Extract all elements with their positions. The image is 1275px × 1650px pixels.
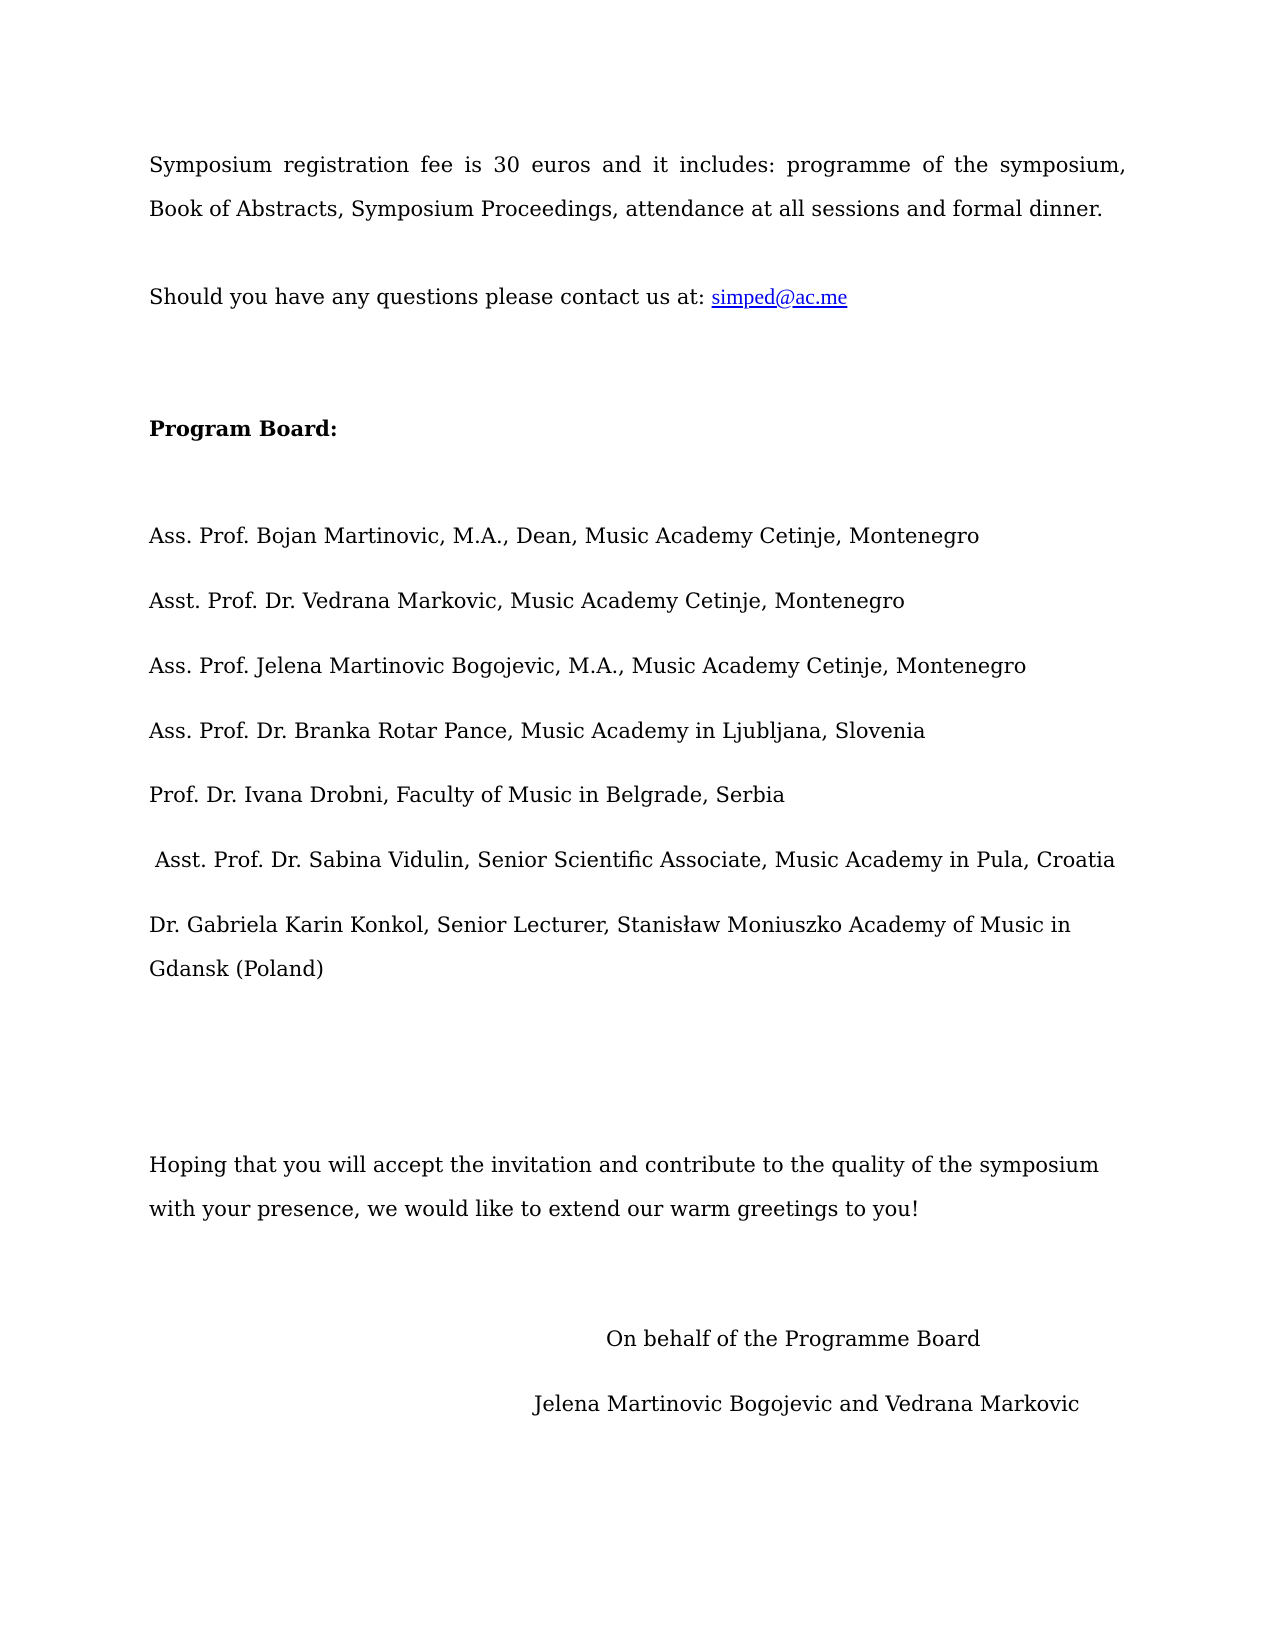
board-member: Ass. Prof. Jelena Martinovic Bogojevic, M.A., Music Academy Cetinje, Montenegro: [149, 654, 1027, 678]
board-member: Ass. Prof. Dr. Branka Rotar Pance, Music Academy in Ljubljana, Slovenia: [149, 719, 926, 743]
board-member: Dr. Gabriela Karin Konkol, Senior Lecturer, Stanisław Moniuszko Academy of Music in Gdansk (Poland): [149, 913, 1071, 981]
board-member: Asst. Prof. Dr. Vedrana Markovic, Music Academy Cetinje, Montenegro: [149, 589, 905, 613]
closing-paragraph: Hoping that you will accept the invitation and contribute to the quality of the symposium with your presence, we would like to extend our warm greetings to you!: [149, 1153, 1099, 1221]
board-member: Asst. Prof. Dr. Sabina Vidulin, Senior Scientific Associate, Music Academy in Pula, Croatia: [155, 848, 1116, 872]
registration-fee-paragraph: Symposium registration fee is 30 euros and it includes: programme of the symposium, Book of Abstracts, Symposium Proceedings, attendance at all sessions and formal dinner.: [149, 153, 1126, 221]
board-member: Prof. Dr. Ivana Drobni, Faculty of Music in Belgrade, Serbia: [149, 783, 785, 807]
contact-text: Should you have any questions please contact us at:: [149, 285, 712, 309]
signature-names: Jelena Martinovic Bogojevic and Vedrana Markovic: [534, 1392, 1080, 1416]
board-member: Ass. Prof. Bojan Martinovic, M.A., Dean, Music Academy Cetinje, Montenegro: [149, 524, 980, 548]
program-board-heading: Program Board:: [149, 416, 338, 441]
signature-on-behalf: On behalf of the Programme Board: [606, 1327, 981, 1351]
contact-paragraph: [149, 275, 1126, 319]
contact-email-link[interactable]: simped@ac.me: [711, 284, 848, 309]
